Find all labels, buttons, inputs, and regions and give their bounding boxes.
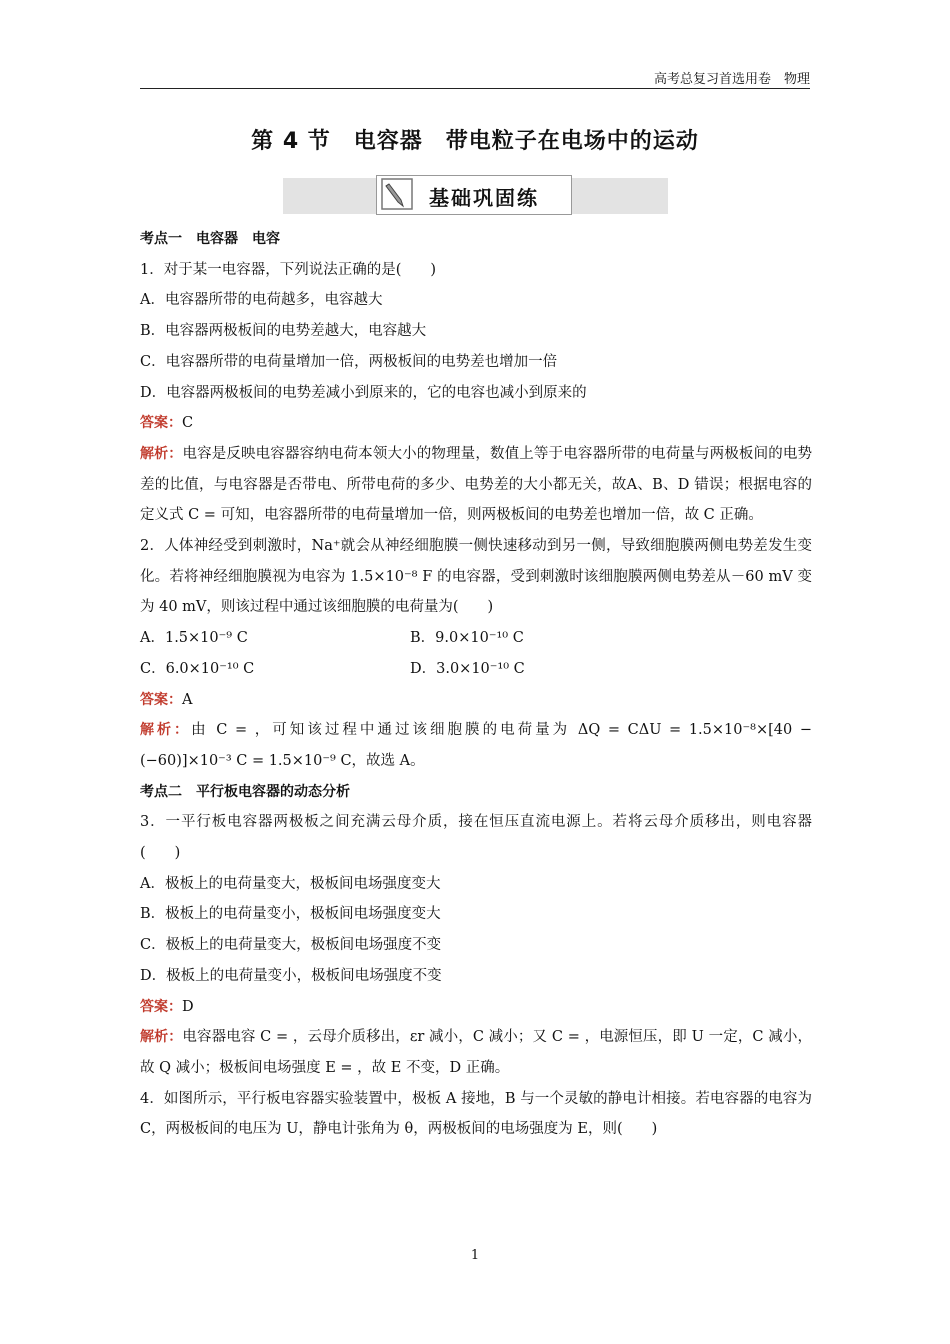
answer-value: C (182, 415, 194, 432)
question-3-stem: 3．一平行板电容器两极板之间充满云母介质，接在恒压直流电源上。若将云母介质移出，则电容器( ) (140, 814, 812, 862)
answer-value: A (182, 691, 193, 708)
analysis-label: 解析： (140, 722, 192, 739)
analysis-text: 电容器电容 C = ，云母介质移出，εr 减小，C 减小；又 C = ，电源恒压，即 U 一定，C 减小，故 Q 减小；极板间电场强度 E = ，故 E 不变，D 正确。 (140, 1029, 812, 1076)
document-body (140, 224, 812, 1145)
question-3-answer (140, 992, 812, 1023)
question-1-option-d: D．电容器两极板间的电势差减小到原来的，它的电容也减小到原来的 (140, 384, 587, 401)
question-2-option-b: B．9.0×10⁻¹⁰ C (410, 630, 524, 647)
banner-label: 基础巩固练 (429, 186, 539, 210)
question-1-option-b: B．电容器两极板间的电势差越大，电容越大 (140, 323, 427, 340)
page-number: 1 (470, 1248, 480, 1263)
section-title: 第 4 节 电容器 带电粒子在电场中的运动 (251, 129, 699, 154)
question-1-option-a: A．电容器所带的电荷越多，电容越大 (140, 292, 383, 309)
section-heading: 考点二 平行板电容器的动态分析 (140, 783, 350, 800)
analysis-text: 由 C = ，可知该过程中通过该细胞膜的电荷量为 ΔQ = CΔU = 1.5×10⁻⁸×[40 − (−60)]×10⁻³ C = 1.5×10⁻⁹ C，故选 A。 (140, 722, 812, 769)
analysis-text: 电容是反映电容器容纳电荷本领大小的物理量，数值上等于电容器所带的电荷量与两极板间的电势差的比值，与电容器是否带电、所带电荷的多少、电势差的大小都无关，故A、B、D 错误；根据电容的定义式 C = 可知，电容器所带的电荷量增加一倍，则两极板间的电势差也增加一倍，故 C 正确。 (140, 445, 813, 524)
page-header (140, 68, 810, 89)
question-3-analysis (140, 1022, 812, 1083)
question-3-option-a: A．极板上的电荷量变大，极板间电场强度变大 (140, 875, 441, 892)
banner (283, 178, 668, 214)
header-text: 高考总复习首选用卷 物理 (653, 72, 810, 87)
question-1-stem: 1．对于某一电容器，下列说法正确的是( ) (140, 261, 437, 278)
banner-box (376, 175, 572, 215)
question-3-option-c: C．极板上的电荷量变大，极板间电场强度不变 (140, 937, 442, 954)
answer-label: 答案： (140, 998, 182, 1015)
question-1-answer (140, 408, 812, 439)
analysis-label: 解析： (140, 1029, 183, 1046)
pencil-icon (381, 178, 413, 210)
answer-label: 答案： (140, 691, 182, 708)
question-3-option-d: D．极板上的电荷量变小，极板间电场强度不变 (140, 967, 442, 984)
question-2-option-d: D．3.0×10⁻¹⁰ C (410, 660, 525, 677)
question-1-option-c: C．电容器所带的电荷量增加一倍，两极板间的电势差也增加一倍 (140, 353, 558, 370)
question-2-stem: 2．人体神经受到刺激时，Na⁺就会从神经细胞膜一侧快速移动到另一侧，导致细胞膜两侧电势差发生变化。若将神经细胞膜视为电容为 1.5×10⁻⁸ F 的电容器，受到刺激时该细胞膜两侧电势差从－60 mV 变为 40 mV，则该过程中通过该细胞膜的电荷量为( ) (140, 538, 812, 616)
question-2-answer (140, 685, 812, 716)
question-4-stem: 4．如图所示，平行板电容器实验装置中，极板 A 接地，B 与一个灵敏的静电计相接。若电容器的电容为 C，两极板间的电压为 U，静电计张角为 θ，两极板间的电场强度为 E，则( ) (140, 1090, 812, 1138)
question-2-option-c: C．6.0×10⁻¹⁰ C (140, 660, 255, 677)
question-2-options-row-1 (140, 623, 812, 654)
question-2-option-a: A．1.5×10⁻⁹ C (140, 630, 248, 647)
question-2-options-row-2 (140, 654, 812, 685)
answer-value: D (182, 998, 194, 1015)
question-2-analysis (140, 715, 812, 776)
answer-label: 答案： (140, 415, 182, 432)
analysis-label: 解析： (140, 445, 183, 462)
question-1-analysis (140, 439, 812, 531)
question-3-option-b: B．极板上的电荷量变小，极板间电场强度变大 (140, 906, 441, 923)
section-heading: 考点一 电容器 电容 (140, 231, 280, 247)
